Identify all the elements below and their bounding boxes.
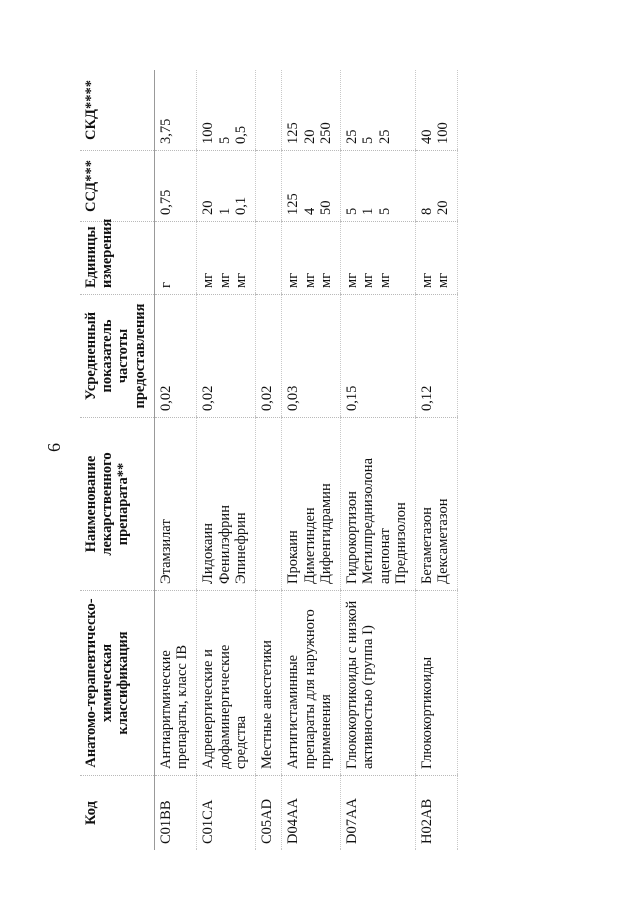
cell-ssd — [341, 151, 416, 222]
table-header-row — [80, 70, 154, 850]
page-number: 6 — [44, 443, 64, 452]
avg-text: 0,02 — [157, 385, 174, 411]
cell-code — [341, 776, 416, 851]
cell-drug-name — [282, 418, 341, 591]
cell-code — [154, 776, 196, 851]
skd-value: 5 — [360, 136, 377, 144]
cell-classification — [341, 591, 416, 776]
cell-avg-frequency — [282, 295, 341, 418]
unit-value: мг — [301, 272, 318, 288]
drug-name: Бетаметазон — [418, 507, 435, 584]
cell-unit — [341, 222, 416, 295]
drug-name: Эпинефрин — [232, 512, 249, 584]
unit-value: мг — [360, 272, 377, 288]
drug-name: Диметинден — [301, 507, 318, 584]
cell-skd — [154, 70, 196, 151]
skd-value: 5 — [216, 136, 233, 144]
avg-text: 0,03 — [285, 385, 302, 411]
cell-ssd — [256, 151, 282, 222]
skd-value: 100 — [435, 122, 452, 144]
ssd-value: 5 — [344, 207, 361, 215]
cell-skd — [197, 70, 256, 151]
drug-name: Фенилэфрин — [216, 505, 233, 584]
unit-value: мг — [285, 272, 302, 288]
code-text: C01CA — [200, 799, 217, 844]
cell-avg-frequency — [415, 295, 457, 418]
drug-table — [80, 70, 458, 850]
table-row — [256, 70, 282, 850]
cell-classification — [282, 591, 341, 776]
table-row — [341, 70, 416, 850]
ssd-value: 0,75 — [157, 189, 174, 215]
skd-value: 250 — [317, 122, 334, 144]
cell-code — [282, 776, 341, 851]
ssd-value: 1 — [360, 207, 377, 215]
cell-code — [197, 776, 256, 851]
avg-text: 0,02 — [200, 385, 217, 411]
cell-classification — [154, 591, 196, 776]
cell-avg-frequency — [154, 295, 196, 418]
classification-text: Местные анестетики — [259, 640, 276, 769]
code-text: C01BB — [157, 800, 174, 844]
unit-value: мг — [376, 272, 393, 288]
code-text: D07AA — [344, 798, 361, 844]
skd-value: 125 — [285, 122, 302, 144]
rotated-table-sheet — [80, 70, 600, 850]
cell-ssd — [197, 151, 256, 222]
header-skd: СКД**** — [80, 70, 154, 151]
drug-name: Метилпреднизолона ацепонат — [360, 457, 393, 584]
cell-unit — [154, 222, 196, 295]
cell-unit — [415, 222, 457, 295]
code-text: H02AB — [418, 798, 435, 844]
code-text: C05AD — [259, 798, 276, 844]
cell-ssd — [154, 151, 196, 222]
table-row — [154, 70, 196, 850]
header-unit: Единицы измерения — [80, 222, 154, 295]
skd-value: 25 — [344, 129, 361, 144]
drug-name: Дифенгидрамин — [317, 483, 334, 584]
cell-drug-name — [154, 418, 196, 591]
code-text: D04AA — [285, 798, 302, 844]
cell-unit — [256, 222, 282, 295]
drug-name: Прокаин — [285, 530, 302, 584]
avg-text: 0,12 — [418, 385, 435, 411]
ssd-value: 125 — [285, 193, 302, 215]
cell-drug-name — [341, 418, 416, 591]
ssd-value: 0,1 — [232, 196, 249, 215]
drug-name: Дексаметазон — [435, 498, 452, 584]
skd-value: 100 — [200, 122, 217, 144]
cell-drug-name — [415, 418, 457, 591]
table-body — [154, 70, 458, 850]
ssd-value: 5 — [376, 207, 393, 215]
ssd-value: 4 — [301, 207, 318, 215]
cell-drug-name — [197, 418, 256, 591]
ssd-value: 20 — [200, 200, 217, 215]
avg-text: 0,15 — [344, 385, 361, 411]
unit-value: мг — [232, 272, 249, 288]
cell-skd — [256, 70, 282, 151]
cell-unit — [197, 222, 256, 295]
drug-name: Гидрокортизон — [344, 491, 361, 584]
cell-classification — [256, 591, 282, 776]
cell-avg-frequency — [197, 295, 256, 418]
header-classification: Анатомо-терапевтическо-химическая классификация — [80, 591, 154, 776]
cell-classification — [415, 591, 457, 776]
cell-unit — [282, 222, 341, 295]
header-avg-frequency: Усредненный показатель частоты предоставления — [80, 295, 154, 418]
unit-value: мг — [200, 272, 217, 288]
cell-skd — [282, 70, 341, 151]
classification-text: Адренергические и дофаминергические средства — [200, 644, 249, 769]
header-code: Код — [80, 776, 154, 851]
classification-text: Глюкокортикоиды — [418, 656, 435, 769]
unit-value: мг — [216, 272, 233, 288]
skd-value: 3,75 — [157, 118, 174, 144]
skd-value: 0,5 — [232, 125, 249, 144]
table-row — [282, 70, 341, 850]
unit-value: мг — [418, 272, 435, 288]
table-row — [197, 70, 256, 850]
drug-name: Этамзилат — [157, 519, 174, 584]
ssd-value: 20 — [435, 200, 452, 215]
table-row — [415, 70, 457, 850]
skd-value: 40 — [418, 129, 435, 144]
unit-value: мг — [317, 272, 334, 288]
cell-classification — [197, 591, 256, 776]
cell-ssd — [415, 151, 457, 222]
cell-code — [256, 776, 282, 851]
cell-avg-frequency — [341, 295, 416, 418]
ssd-value: 1 — [216, 207, 233, 215]
classification-text: Антиаритмические препараты, класс IB — [157, 645, 191, 769]
classification-text: Глюкокортикоиды с низкой активностью (группа I) — [344, 600, 377, 769]
drug-name: Лидокаин — [200, 522, 217, 584]
header-ssd: ССД*** — [80, 151, 154, 222]
cell-code — [415, 776, 457, 851]
header-drug-name: Наименование лекарственного препарата** — [80, 418, 154, 591]
unit-value: мг — [344, 272, 361, 288]
cell-drug-name — [256, 418, 282, 591]
classification-text: Антигистаминные препараты для наружного применения — [285, 609, 334, 769]
cell-avg-frequency — [256, 295, 282, 418]
drug-name: Преднизолон — [392, 502, 409, 584]
unit-value: г — [157, 282, 174, 288]
unit-value: мг — [435, 272, 452, 288]
avg-text: 0,02 — [259, 385, 276, 411]
skd-value: 20 — [301, 129, 318, 144]
cell-skd — [415, 70, 457, 151]
cell-skd — [341, 70, 416, 151]
ssd-value: 50 — [317, 200, 334, 215]
cell-ssd — [282, 151, 341, 222]
ssd-value: 8 — [418, 207, 435, 215]
skd-value: 25 — [376, 129, 393, 144]
